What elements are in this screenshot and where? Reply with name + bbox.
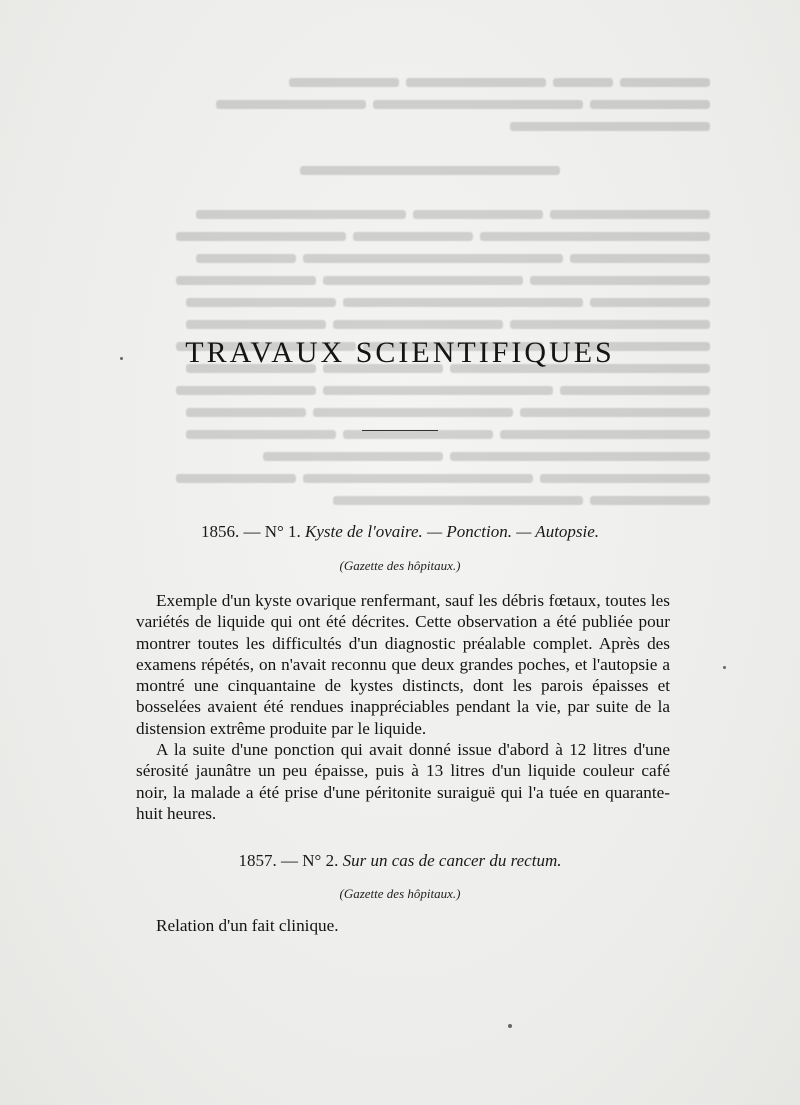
page-title: TRAVAUX SCIENTIFIQUES [185,336,615,369]
entry-year: 1856. [200,522,240,541]
entry-title: Sur un cas de cancer du rectum. [342,851,562,870]
entry-heading [0,851,800,871]
entry-number: — N° 1. [243,522,301,541]
paper-speck [723,666,726,669]
body-paragraph: Exemple d'un kyste ovarique renfermant, sauf les débris fœtaux, toutes les variétés de liquide qui ont été décrites. Cette observation a été publiée pour montrer toutes les difficultés d'un diagnostic préalable complet. Après des examens répétés, on n'avait reconnu que deux grandes poches, et l'autopsie a montré une cinquantaine de kystes distincts, dont les parois épaisses et bosselées avaient été rendues inappréciables pendant la vie, par suite de la distension extrême produite par le liquide. [136,591,670,738]
entry-source: (Gazette des hôpitaux.) [339,558,461,573]
paper-speck [120,357,123,360]
entry-body [136,915,670,936]
paper-speck [508,1024,512,1028]
entry-source: (Gazette des hôpitaux.) [339,886,461,901]
entry-number: — N° 2. [281,851,339,870]
body-paragraph: Relation d'un fait clinique. [156,916,339,935]
title-divider [362,430,438,431]
bleed-through-texture [140,70,710,510]
entry-title: Kyste de l'ovaire. — Ponction. — Autopsie. [305,522,600,541]
entry-heading [0,522,800,542]
entry-body [136,590,670,824]
entry-year: 1857. [238,851,277,870]
body-paragraph: A la suite d'une ponction qui avait donné issue d'abord à 12 litres d'une sérosité jaunâtre un peu épaisse, puis à 13 litres d'un liquide couleur café noir, la malade a été prise d'une péritonite suraiguë qui l'a tuée en quarante-huit heures. [136,740,670,823]
